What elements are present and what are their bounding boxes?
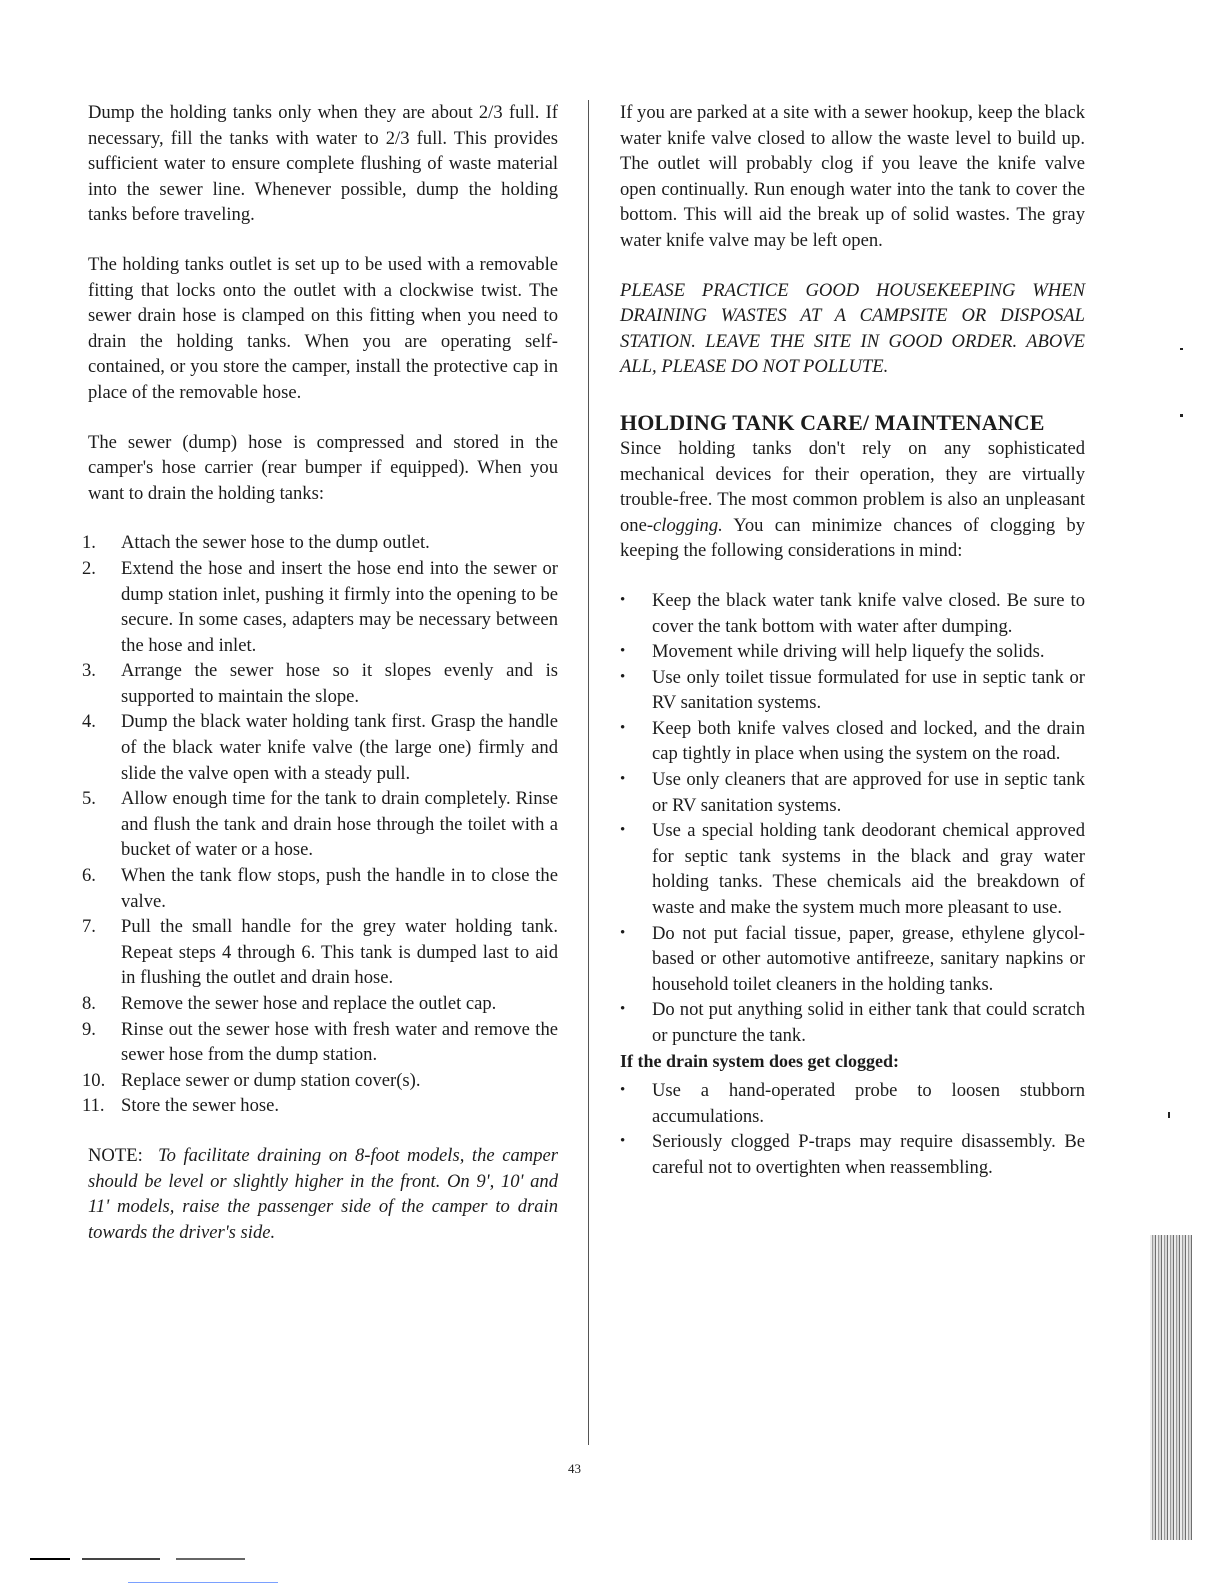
list-item: • Seriously clogged P-traps may require disassembly. Be careful not to overtighten when reassembling.: [620, 1129, 1085, 1180]
scan-footer-blue-line: [128, 1582, 278, 1583]
clog-tips-list: [620, 1078, 1085, 1180]
list-item: • Use a hand-operated probe to loosen stubborn accumulations.: [620, 1078, 1085, 1129]
list-item: • Keep the black water tank knife valve closed. Be sure to cover the tank bottom with water after dumping.: [620, 588, 1085, 639]
scan-speck: [1180, 348, 1183, 350]
note-text: To facilitate draining on 8-foot models, the camper should be level or slightly higher in the front. On 9', 10' and 11' models, raise the passenger side of the camper to drain towards the driver's side.: [88, 1144, 559, 1243]
step-item: 6. When the tank flow stops, push the handle in to close the valve.: [82, 865, 558, 912]
step-item: 4. Dump the black water holding tank first. Grasp the handle of the black water knife valve (the large one) firmly and slide the valve open with a steady pull.: [82, 711, 558, 784]
list-item: • Use a special holding tank deodorant chemical approved for septic tank systems in the black and gray water holding tanks. These chemicals aid the breakdown of waste and make the system much more pleasant to use.: [620, 818, 1085, 920]
right-column: [620, 100, 1085, 1181]
housekeeping-notice: PLEASE PRACTICE GOOD HOUSEKEEPING WHEN DRAINING WASTES AT A CAMPSITE OR DISPOSAL STATION. LEAVE THE SITE IN GOOD ORDER. ABOVE ALL, PLEASE DO NOT POLLUTE.: [620, 279, 1085, 378]
note-label: NOTE:: [88, 1144, 143, 1166]
list-item: • Do not put facial tissue, paper, grease, ethylene glycol-based or other automotive antifreeze, sanitary napkins or household toilet cleaners in the holding tanks.: [620, 921, 1085, 998]
scan-footer-line: [30, 1558, 270, 1560]
list-item: • Do not put anything solid in either tank that could scratch or puncture the tank.: [620, 997, 1085, 1048]
paragraph-sewer-hookup: If you are parked at a site with a sewer hookup, keep the black water knife valve closed to allow the waste level to build up. The outlet will probably clog if you leave the knife valve open continually. Run enough water into the tank to cover the bottom. This will aid the break up of solid wastes. The gray water knife valve may be left open.: [620, 102, 1085, 251]
paragraph-outlet-fitting: The holding tanks outlet is set up to be used with a removable fitting that locks onto the outlet with a clockwise twist. The sewer drain hose is clamped on this fitting when you need to drain the holding tanks. When you are operating self-contained, or you store the camper, install the protective cap in place of the removable hose.: [88, 253, 558, 403]
care-tips-list: [620, 588, 1085, 1049]
list-item: • Keep both knife valves closed and locked, and the drain cap tightly in place when using the system on the road.: [620, 716, 1085, 767]
section-heading-tank-care: HOLDING TANK CARE/ MAINTENANCE: [620, 409, 1045, 435]
step-item: 7. Pull the small handle for the grey water holding tank. Repeat steps 4 through 6. This tank is dumped last to aid in flushing the outlet and drain hose.: [82, 916, 558, 989]
scan-speck: [1168, 1112, 1170, 1118]
step-item: 3. Arrange the sewer hose so it slopes evenly and is supported to maintain the slope.: [82, 660, 558, 707]
step-item: 10. Replace sewer or dump station cover(s).: [82, 1069, 421, 1091]
step-item: 11. Store the sewer hose.: [82, 1095, 280, 1117]
paragraph-tank-care-intro: Since holding tanks don't rely on any sophisticated mechanical devices for their operation, they are virtually trouble-free. The most common problem is also an unpleasant one-clogging. You can minimize chances of clogging by keeping the following considerations in mind:: [620, 437, 1085, 562]
step-item: 9. Rinse out the sewer hose with fresh water and remove the sewer hose from the dump station.: [82, 1018, 558, 1066]
draining-steps-list: [82, 530, 558, 1119]
clog-subheading: If the drain system does get clogged:: [620, 1050, 899, 1071]
left-column: [82, 100, 559, 1245]
step-item: 2. Extend the hose and insert the hose end into the sewer or dump station inlet, pushing it firmly into the opening to be secure. In some cases, adapters may be necessary between the hose and inlet.: [82, 557, 558, 656]
paragraph-sewer-hose: The sewer (dump) hose is compressed and stored in the camper's hose carrier (rear bumper if equipped). When you want to drain the holding tanks:: [88, 431, 558, 504]
scan-speck: [1180, 414, 1183, 417]
step-item: 1. Attach the sewer hose to the dump outlet.: [82, 532, 430, 554]
column-divider: [588, 100, 589, 1445]
page-number: 43: [568, 1461, 581, 1476]
paragraph-dump-timing: Dump the holding tanks only when they are about 2/3 full. If necessary, fill the tanks with water to 2/3 full. This provides sufficient water to ensure complete flushing of waste material into the sewer line. Whenever possible, dump the holding tanks before traveling.: [88, 102, 558, 226]
list-item: • Use only cleaners that are approved for use in septic tank or RV sanitation systems.: [620, 767, 1085, 818]
step-item: 5. Allow enough time for the tank to drain completely. Rinse and flush the tank and drain hose through the toilet with a bucket of water or a hose.: [82, 788, 558, 861]
scan-edge-artifact: [1150, 1235, 1192, 1540]
list-item: • Movement while driving will help liquefy the solids.: [620, 639, 1085, 665]
note-paragraph: [88, 1143, 558, 1245]
step-item: 8. Remove the sewer hose and replace the outlet cap.: [82, 993, 497, 1014]
list-item: • Use only toilet tissue formulated for use in septic tank or RV sanitation systems.: [620, 665, 1085, 716]
